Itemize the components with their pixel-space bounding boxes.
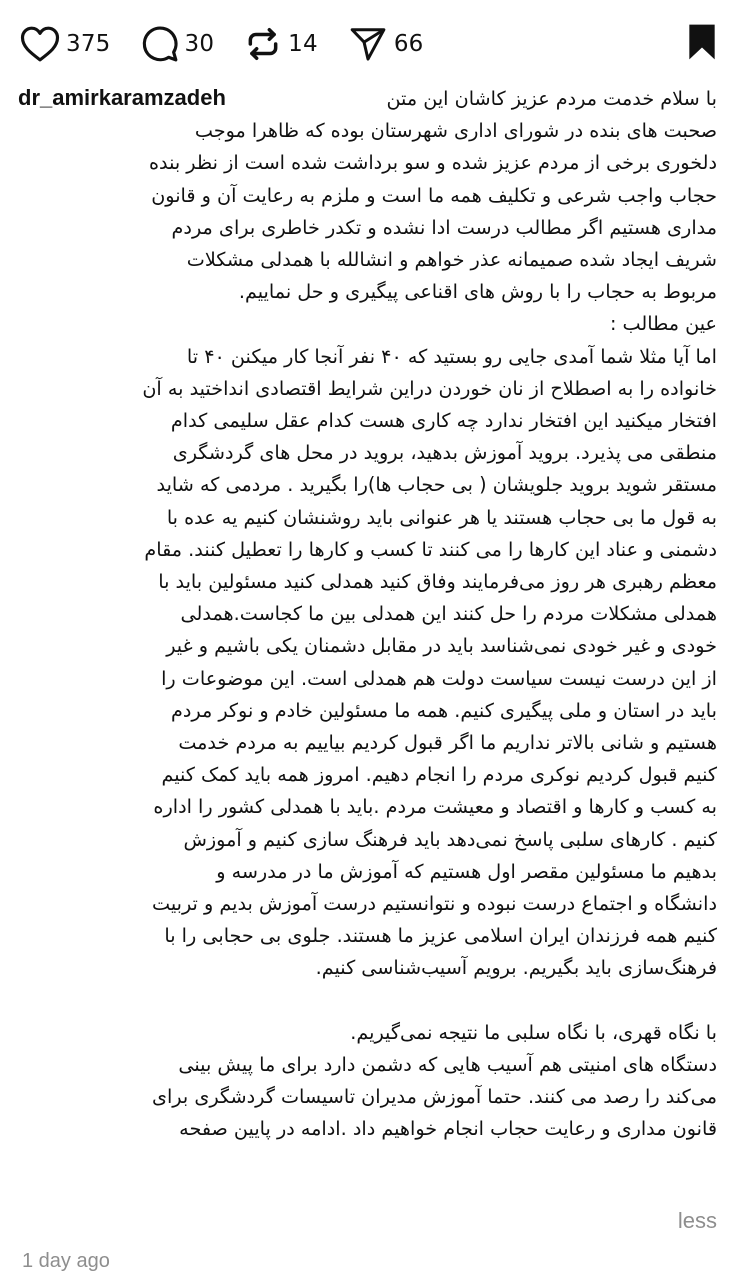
paragraph-gap [18, 985, 717, 1017]
caption-line: به قول ما بی حجاب هستند یا هر عنوانی باید روشنشان کنیم یه عده با [166, 505, 717, 529]
like-button[interactable] [20, 25, 111, 63]
share-button[interactable] [348, 25, 424, 63]
repost-button[interactable] [244, 25, 318, 63]
caption-line: قانون مداری و رعایت حجاب انجام خواهیم داد .ادامه در پایین صفحه [179, 1117, 717, 1141]
caption-line: مربوط به حجاب را با روش های اقناعی پیگیری و حل نماییم. [238, 280, 717, 304]
caption-line: دشمنی و عناد این کارها را می کنند تا کسب و کارها را تعطیل کنند. مقام [144, 537, 717, 561]
comment-count: 30 [184, 31, 215, 57]
caption-line: می‌کند را رصد می کنند. حتما آموزش مدیران تاسیسات گردشگری برای [151, 1085, 717, 1109]
comment-bubble-icon [141, 25, 179, 63]
repost-icon [244, 25, 282, 63]
caption-line: فرهنگ‌سازی باید بگیریم. برویم آسیب‌شناسی کنیم. [315, 956, 717, 980]
post-timestamp: 1 day ago [22, 1250, 110, 1272]
caption-line: با سلام خدمت مردم عزیز کاشان این متن [386, 87, 717, 110]
comment-button[interactable] [141, 25, 215, 63]
like-count: 375 [66, 31, 111, 57]
show-less-button[interactable]: less [677, 1208, 717, 1233]
post-caption [18, 82, 717, 1146]
caption-first-line [18, 82, 717, 115]
caption-line: دستگاه های امنیتی هم آسیب هایی که دشمن دارد برای ما پیش بینی [178, 1053, 717, 1077]
caption-line: باید در استان و ملی پیگیری کنیم. همه ما مسئولین خادم و نوکر مردم [170, 698, 717, 722]
caption-line: هستیم و شانی بالاتر نداریم ما اگر قبول کردیم بیاییم به مردم خدمت [178, 731, 717, 755]
caption-line: بدهیم ما مسئولین مقصر اول هستیم که آموزش ما در مدرسه و [216, 859, 717, 883]
heart-icon [20, 25, 60, 63]
caption-line: کنیم همه فرزندان ایران اسلامی عزیز ما هستند. جلوی بی حجابی را با [164, 924, 717, 948]
bookmark-icon [685, 46, 719, 65]
caption-line: اما آیا مثلا شما آمدی جایی رو بستید که ۴۰ نفر آنجا کار میکنن ۴۰ تا [186, 344, 717, 368]
caption-line: کنیم . کارهای سلبی پاسخ نمی‌دهد باید فرهنگ سازی کنیم و آموزش [183, 827, 717, 851]
caption-body [18, 115, 717, 984]
caption-line: به کسب و کارها و اقتصاد و معیشت مردم .باید با همدلی کشور را اداره [153, 795, 717, 819]
caption-line: صحبت های بنده در شورای اداری شهرستان بوده که ظاهرا موجب [194, 119, 717, 143]
caption-line: عین مطالب : [609, 312, 717, 336]
share-count: 66 [393, 31, 424, 57]
caption-line: معظم رهبری هر روز می‌فرمایند وفاق کنید همدلی کنید مسئولین باید با [158, 570, 717, 594]
caption-line: مداری هستیم اگر مطالب درست ادا نشده و تکدر خاطری برای مردم [171, 215, 717, 239]
send-icon [348, 25, 388, 63]
caption-tail [18, 1017, 717, 1146]
repost-count: 14 [288, 31, 318, 57]
caption-line: حجاب واجب شرعی و تکلیف همه ما است و ملزم به رعایت آن و قانون [151, 183, 717, 207]
caption-line: افتخار میکنید این افتخار ندارد چه کاری هست کدام عقل سلیمی کدام [170, 409, 717, 433]
caption-line: شریف ایجاد شده صمیمانه عذر خواهم و انشالله با همدلی مشکلات [186, 248, 717, 272]
save-button[interactable] [685, 23, 719, 65]
post-action-bar [20, 18, 719, 70]
caption-line: کنیم قبول کردیم نوکری مردم را انجام دهیم. امروز همه باید کمک کنیم [161, 763, 717, 787]
caption-line: منطقی می پذیرد. بروید آموزش بدهید، بروید در محل های گردشگری [172, 441, 717, 465]
caption-line: خودی و غیر خودی نمی‌شناسد باید در مقابل دشمنان یکی باشیم و غیر [166, 634, 717, 658]
caption-line: مستقر شوید بروید جلویشان ( بی حجاب ها)را بگیرید . مردمی که شاید [156, 473, 717, 497]
caption-line: خانواده را به اصطلاح از نان خوردن دراین شرایط اقتصادی انداختید به آن [142, 376, 717, 400]
username-link[interactable]: dr_amirkaramzadeh [18, 85, 226, 110]
caption-line: از این درست نیست سیاست دولت هم همدلی است. این موضوعات را [161, 666, 717, 690]
caption-line: همدلی مشکلات مردم را حل کنند این همدلی بین ما کجاست.همدلی [180, 602, 717, 626]
caption-line: با نگاه قهری، با نگاه سلبی ما نتیجه نمی‌گیریم. [350, 1020, 717, 1044]
caption-line: دانشگاه و اجتماع درست نبوده و نتوانستیم درست آموزش بدیم و تربیت [152, 892, 717, 916]
caption-line: دلخوری برخی از مردم عزیز شده و سو برداشت شده است از نظر بنده [148, 151, 717, 175]
